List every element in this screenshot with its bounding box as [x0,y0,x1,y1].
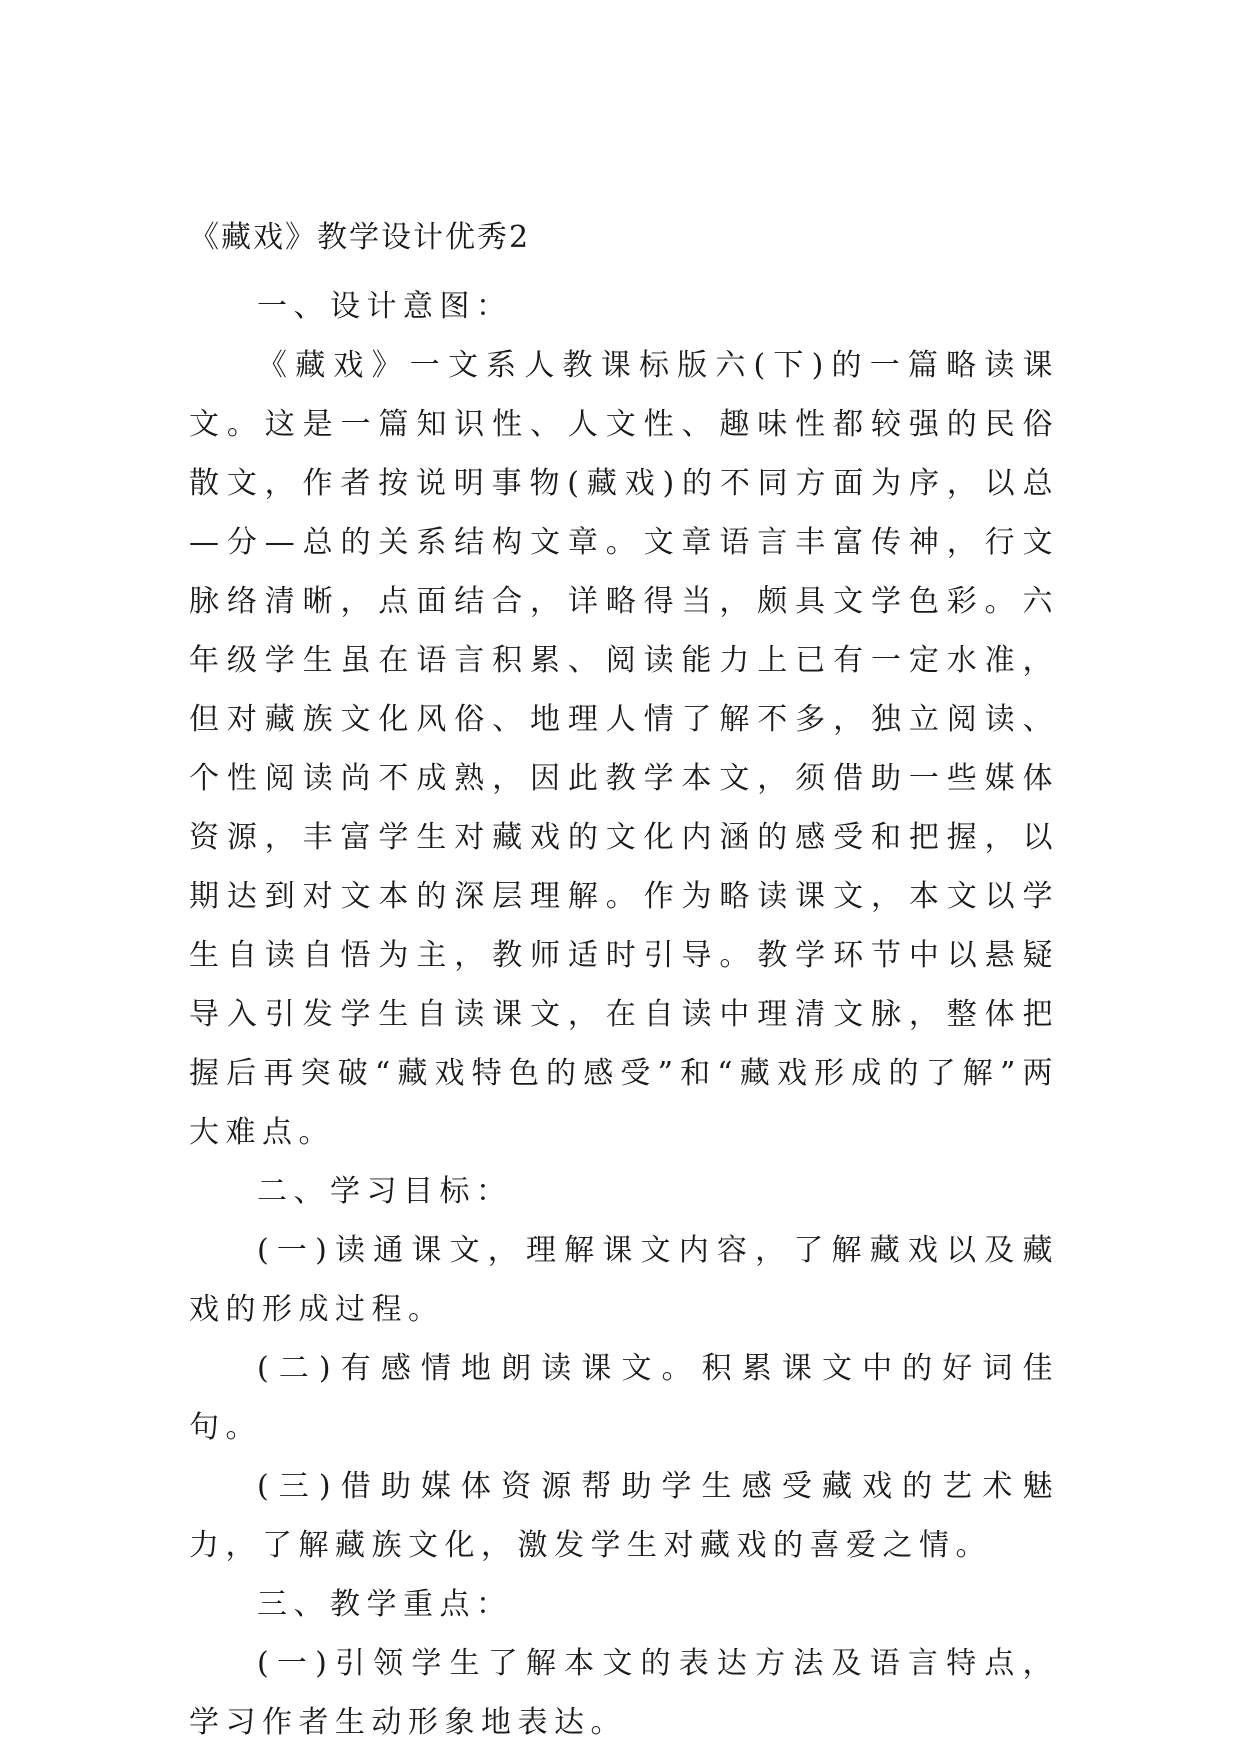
section-heading-learning-goals: 二、学习目标： [257,1174,513,1209]
paragraph-goal-3: (三)借助媒体资源帮助学生感受藏戏的艺术魅力，了解藏族文化，激发学生对藏戏的喜爱之情。 [189,1469,1059,1563]
paragraph-goal-2: (二)有感情地朗读课文。积累课文中的好词佳句。 [189,1351,1059,1445]
paragraph-design-intent: 《藏戏》一文系人教课标版六(下)的一篇略读课文。这是一篇知识性、人文性、趣味性都较强的民俗散文，作者按说明事物(藏戏)的不同方面为序，以总—分—总的关系结构文章。文章语言丰富传神，行文脉络清晰，点面结合，详略得当，颇具文学色彩。六年级学生虽在语言积累、阅读能力上已有一定水准，但对藏族文化风俗、地理人情了解不多，独立阅读、个性阅读尚不成熟，因此教学本文，须借助一些媒体资源，丰富学生对藏戏的文化内涵的感受和把握，以期达到对文本的深层理解。作为略读课文，本文以学生自读自悟为主，教师适时引导。教学环节中以悬疑导入引发学生自读课文，在自读中理清文脉，整体把握后再突破“藏戏特色的感受”和“藏戏形成的了解”两大难点。 [189,348,1059,1150]
section-heading-design-intent: 一、设计意图： [257,289,513,324]
section-heading-teaching-focus: 三、教学重点： [257,1587,513,1622]
document-title: 《藏戏》教学设计优秀2 [189,220,531,255]
document-page [189,218,1059,1752]
paragraph-goal-1: (一)读通课文，理解课文内容，了解藏戏以及藏戏的形成过程。 [189,1233,1059,1327]
paragraph-focus-1: (一)引领学生了解本文的表达方法及语言特点，学习作者生动形象地表达。 [189,1646,1059,1740]
